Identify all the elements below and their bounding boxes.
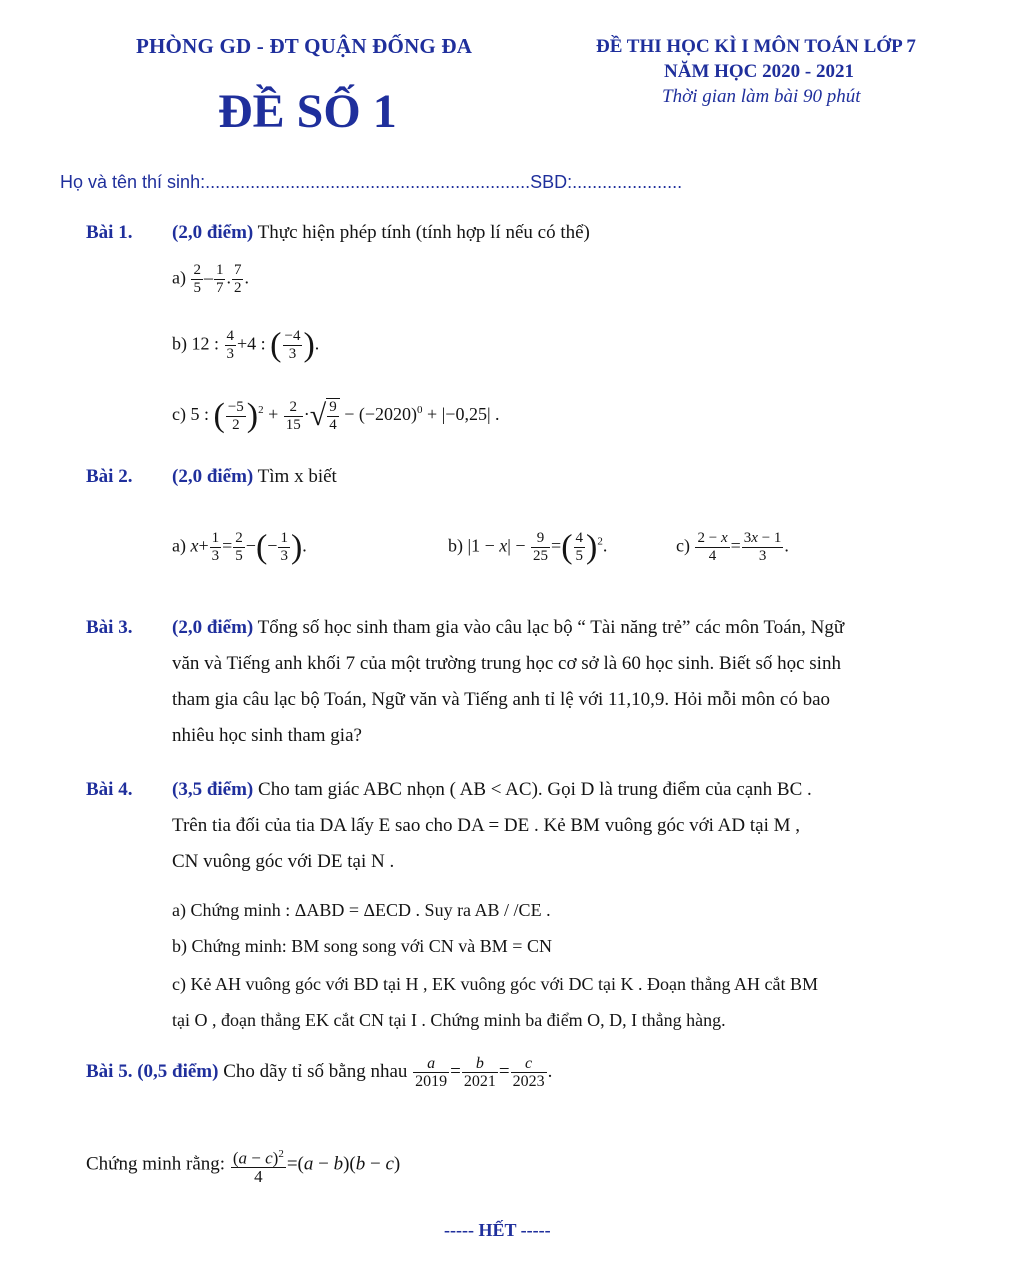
exam-number-title: ĐỀ SỐ 1 <box>218 85 397 138</box>
bai2-instruction: Tìm x biết <box>253 466 337 487</box>
bai5-label: Bài 5. <box>86 1061 133 1082</box>
fraction: $\frac{-4}{3}$ <box>284 328 301 362</box>
bai1-item-a: a) $\frac{2}{5}$ – $\frac{1}{7}$ . $\frac{7}{2}$ . <box>172 262 249 296</box>
fraction: $\frac{7}{2}$ <box>233 262 242 296</box>
bai1-b-label: b) <box>172 333 187 354</box>
fraction: $\frac{4}{3}$ <box>226 328 235 362</box>
bai4-line3: CN vuông góc với DE tại N . <box>172 851 395 872</box>
exam-duration: Thời gian làm bài 90 phút <box>662 86 861 107</box>
bai3-points: (2,0 điểm) <box>172 617 254 638</box>
fraction: $\frac{(a - c)^2}{4}$ <box>232 1148 284 1186</box>
bai1-a-label: a) <box>172 267 186 288</box>
bai4-text-1: Cho tam giác ABC nhọn ( AB < AC). Gọi D là trung điểm của cạnh BC . <box>253 779 812 800</box>
fraction: $\frac{a}{2019}$ <box>415 1055 448 1091</box>
bai2-points: (2,0 điểm) <box>172 466 254 487</box>
fraction: $\frac{9}{25}$ <box>533 530 549 564</box>
bai4-part-c-line2: tại O , đoạn thẳng EK cắt CN tại I . Chứng minh ba điểm O, D, I thẳng hàng. <box>172 1010 726 1030</box>
bai2-item-c: c) $\frac{2 - x}{4}$ = $\frac{3x - 1}{3}$ . <box>676 530 789 564</box>
fraction: $\frac{9}{4}$ <box>329 399 337 433</box>
bai1-c-label: c) <box>172 404 186 425</box>
end-marker: ----- HẾT ----- <box>444 1220 551 1240</box>
bai1-item-b: b) 12 : $\frac{4}{3}$ +4 : ( $\frac{-4}{3}$ ). <box>172 326 320 364</box>
fraction: $\frac{2}{5}$ <box>235 530 243 564</box>
fraction: $\frac{-5}{2}$ <box>227 398 244 433</box>
square-root: √ $\frac{9}{4}$ <box>310 398 340 434</box>
bai4-line1 <box>86 772 812 808</box>
candidate-info-line: Họ và tên thí sinh:.................................................................SBD:...................... <box>60 172 683 192</box>
bai1-label: Bài 1. <box>86 222 133 243</box>
fraction: $\frac{2}{5}$ <box>193 262 201 296</box>
fraction: $\frac{c}{2023}$ <box>512 1055 545 1091</box>
bai3-label: Bài 3. <box>86 617 133 638</box>
bai4-points: (3,5 điểm) <box>172 779 254 800</box>
bai4-part-b: b) Chứng minh: BM song song với CN và BM = CN <box>172 936 552 956</box>
bai1-instruction: Thực hiện phép tính (tính hợp lí nếu có thể) <box>253 222 590 243</box>
exam-title: ĐỀ THI HỌC KÌ I MÔN TOÁN LỚP 7 <box>596 36 916 57</box>
school-year: NĂM HỌC 2020 - 2021 <box>664 61 854 82</box>
bai2-heading <box>86 466 337 488</box>
bai5-points: (0,5 điểm) <box>137 1061 219 1082</box>
bai4-label: Bài 4. <box>86 779 133 800</box>
fraction: $\frac{3x - 1}{3}$ <box>743 530 782 564</box>
bai5-text: Cho dãy tỉ số bằng nhau <box>218 1061 408 1082</box>
fraction: $\frac{b}{2021}$ <box>463 1055 496 1091</box>
bai5-prove-line: Chứng minh rằng: $\frac{(a - c)^2}{4}$ =(a − b)(b − c) <box>86 1148 401 1186</box>
bai2-item-b: b) |1 − x| − $\frac{9}{25}$ =( $\frac{4}{5}$ )$^2$. <box>448 528 608 566</box>
bai4-part-c-line1: c) Kẻ AH vuông góc với BD tại H , EK vuông góc với DC tại K . Đoạn thẳng AH cắt BM <box>172 974 818 994</box>
bai2-label: Bài 2. <box>86 466 133 487</box>
bai5-prove-label: Chứng minh rằng: <box>86 1153 226 1175</box>
bai3-line1 <box>86 610 844 646</box>
bai3-line2: văn và Tiếng anh khối 7 của một trường trung học cơ sở là 60 học sinh. Biết số học sinh <box>172 653 841 674</box>
bai2-c-label: c) <box>676 535 690 556</box>
department-heading: PHÒNG GD - ĐT QUẬN ĐỐNG ĐA <box>136 34 473 58</box>
fraction: $\frac{2}{15}$ <box>285 398 301 433</box>
fraction: $\frac{4}{5}$ <box>575 530 584 564</box>
fraction: $\frac{1}{3}$ <box>211 530 220 564</box>
bai2-a-label: a) <box>172 535 186 556</box>
fraction: $\frac{2 - x}{4}$ <box>697 530 728 564</box>
bai3-text-1: Tổng số học sinh tham gia vào câu lạc bộ “ Tài năng trẻ” các môn Toán, Ngữ <box>253 617 845 638</box>
bai4-line2: Trên tia đối của tia DA lấy E sao cho DA = DE . Kẻ BM vuông góc với AD tại M , <box>172 815 800 836</box>
bai2-item-a: a) x+ $\frac{1}{3}$ = $\frac{2}{5}$ −(− $\frac{1}{3}$ ). <box>172 528 307 566</box>
fraction: $\frac{1}{3}$ <box>280 530 288 564</box>
bai4-part-a: a) Chứng minh : ΔABD = ΔECD . Suy ra AB / /CE . <box>172 900 551 920</box>
bai2-b-label: b) <box>448 535 463 556</box>
bai1-points: (2,0 điểm) <box>172 222 254 243</box>
bai1-item-c: c) 5 : ( $\frac{-5}{2}$ )$^2$ + $\frac{2}{15}$ ·√ $\frac{9}{4}$ − $(-2020)^0 + |-0,25|$ . <box>172 397 500 434</box>
fraction: $\frac{1}{7}$ <box>215 262 224 296</box>
bai5-line: Bài 5. (0,5 điểm) Cho dãy tỉ số bằng nhau $\frac{a}{2019}$ = $\frac{b}{2021}$ = $\frac{c}{2023}$ . <box>86 1055 553 1091</box>
bai3-line4: nhiêu học sinh tham gia? <box>172 725 362 746</box>
bai1-heading <box>86 222 590 244</box>
bai3-line3: tham gia câu lạc bộ Toán, Ngữ văn và Tiếng anh tỉ lệ với 11,10,9. Hỏi mỗi môn có bao <box>172 689 831 710</box>
